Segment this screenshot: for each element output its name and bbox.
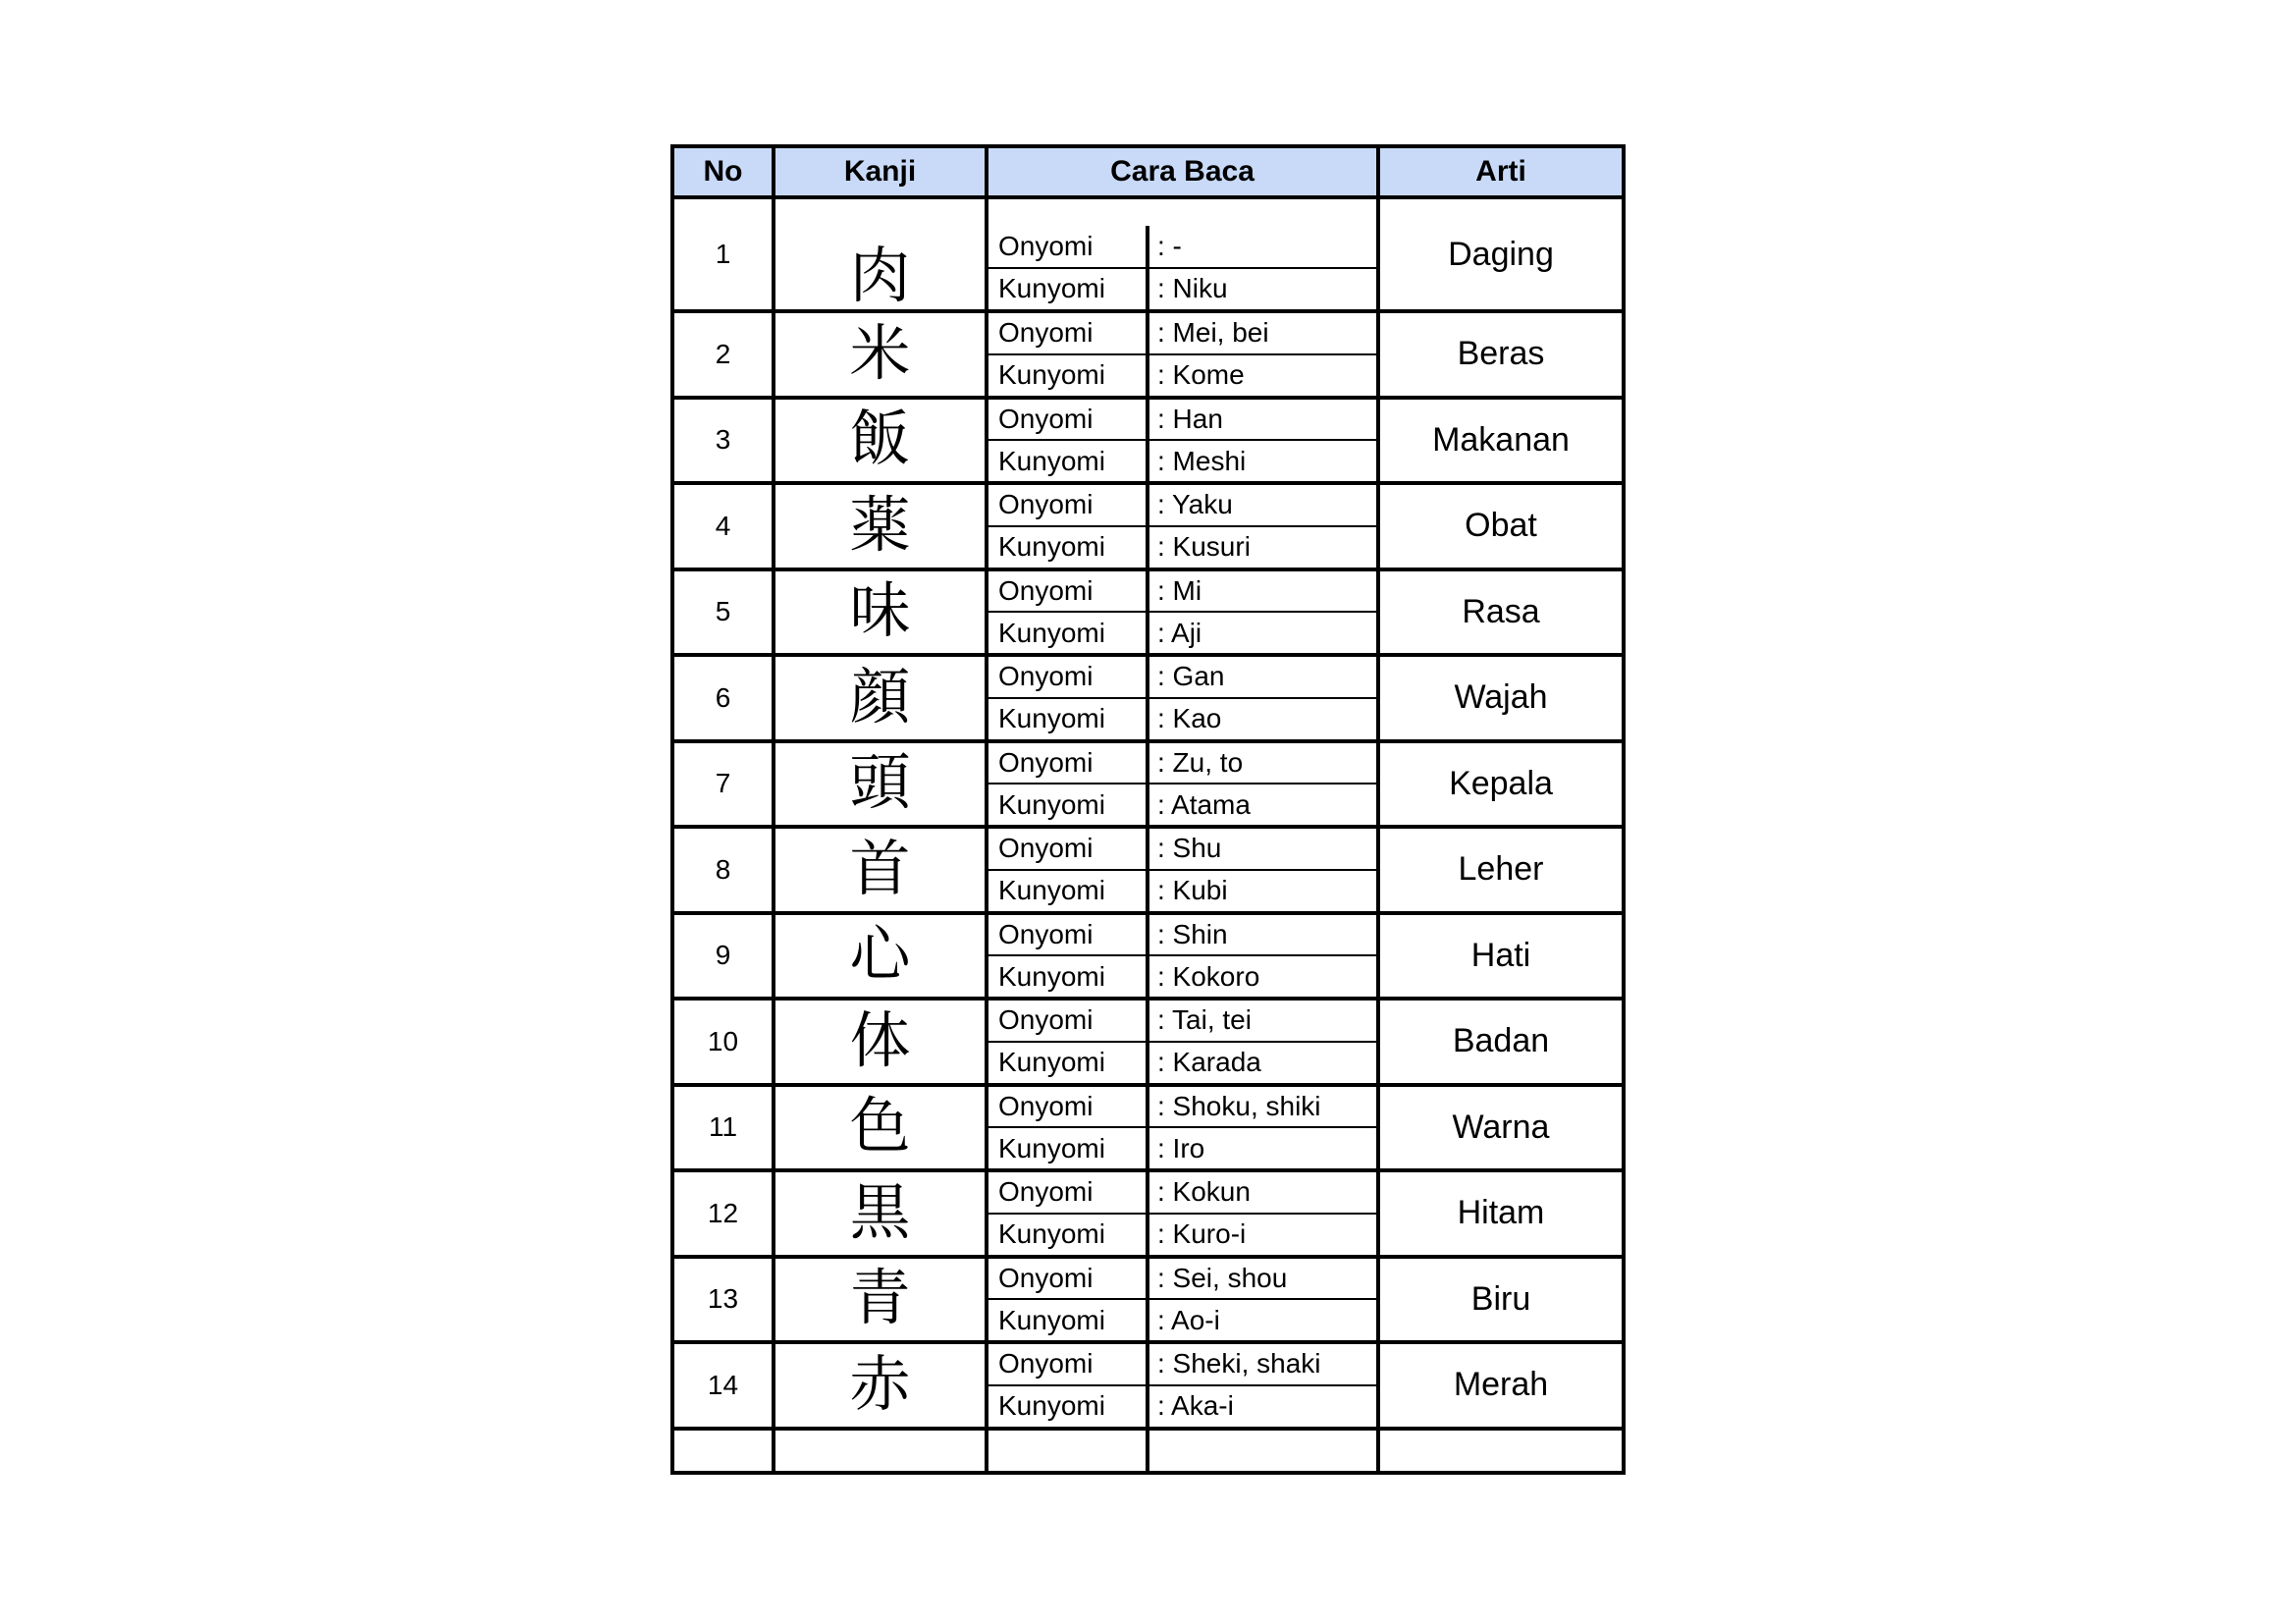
onyomi-value-cell [1149, 1172, 1376, 1213]
arti-text: Beras [1457, 335, 1545, 373]
kunyomi-value-cell [1149, 1128, 1376, 1168]
kunyomi-value: : Aka-i [1157, 1390, 1234, 1422]
table-row [674, 911, 1622, 998]
kunyomi-value: : Kokoro [1157, 960, 1260, 992]
kunyomi-value: : Kao [1157, 703, 1222, 734]
kunyomi-value-cell [1149, 269, 1376, 310]
onyomi-subrow [988, 743, 1376, 784]
row-number: 11 [708, 1111, 738, 1143]
onyomi-label: Onyomi [998, 1348, 1094, 1380]
onyomi-value: : Han [1157, 403, 1223, 434]
header-cell-no [674, 148, 775, 195]
onyomi-value: : Shin [1157, 918, 1228, 949]
onyomi-value: : Shoku, shiki [1157, 1090, 1321, 1121]
kanji-character: 首 [849, 835, 911, 903]
arti-cell [1380, 829, 1622, 911]
onyomi-value-cell [1149, 1087, 1376, 1127]
onyomi-label: Onyomi [998, 403, 1094, 434]
row-number: 2 [715, 338, 731, 369]
onyomi-value: : Yaku [1157, 489, 1233, 520]
kunyomi-subrow [988, 525, 1376, 568]
empty-cell-reading-value [1149, 1431, 1376, 1471]
kunyomi-label: Kunyomi [998, 359, 1105, 391]
row-number-cell [674, 1259, 775, 1341]
kanji-character: 薬 [849, 491, 911, 560]
arti-text: Hitam [1457, 1194, 1545, 1232]
kunyomi-subrow [988, 1298, 1376, 1340]
table-row [674, 481, 1622, 568]
onyomi-value: : Tai, tei [1157, 1004, 1252, 1036]
kanji-character: 青 [849, 1265, 911, 1333]
onyomi-subrow [988, 400, 1376, 440]
onyomi-value: : Mei, bei [1157, 317, 1269, 349]
kanji-cell [775, 571, 988, 654]
kunyomi-value: : Atama [1157, 788, 1251, 820]
row-number: 9 [715, 940, 731, 971]
arti-text: Badan [1452, 1022, 1550, 1060]
onyomi-value: : Sheki, shaki [1157, 1348, 1321, 1380]
empty-cell-cara-baca [988, 1431, 1380, 1471]
cara-baca-cell [988, 400, 1380, 482]
kunyomi-value-cell [1149, 527, 1376, 568]
onyomi-label-cell [988, 400, 1149, 440]
table-body [674, 195, 1622, 1427]
onyomi-label-cell [988, 1172, 1149, 1213]
empty-cell-kanji [775, 1431, 988, 1471]
table-row [674, 653, 1622, 739]
table-row [674, 195, 1622, 309]
kunyomi-label: Kunyomi [998, 1304, 1105, 1335]
kunyomi-subrow [988, 869, 1376, 911]
kunyomi-subrow [988, 954, 1376, 997]
kanji-cell [775, 485, 988, 568]
onyomi-subrow [988, 313, 1376, 353]
kunyomi-subrow [988, 783, 1376, 825]
arti-cell [1380, 657, 1622, 739]
table-row [674, 568, 1622, 654]
kunyomi-label-cell [988, 1386, 1149, 1427]
onyomi-label-cell [988, 1087, 1149, 1127]
kunyomi-value: : Meshi [1157, 445, 1247, 476]
onyomi-subrow [988, 829, 1376, 869]
onyomi-label: Onyomi [998, 317, 1094, 349]
row-number-cell [674, 199, 775, 309]
onyomi-value-cell [1149, 313, 1376, 353]
kanji-character: 体 [849, 1006, 911, 1075]
cara-baca-cell [988, 199, 1380, 309]
arti-cell [1380, 400, 1622, 482]
kunyomi-subrow [988, 1041, 1376, 1083]
kunyomi-label: Kunyomi [998, 1047, 1105, 1078]
onyomi-label-cell [988, 743, 1149, 784]
onyomi-label-cell [988, 829, 1149, 869]
empty-row [674, 1427, 1622, 1471]
onyomi-label: Onyomi [998, 661, 1094, 692]
header-label-no: No [703, 155, 743, 188]
kunyomi-value: : Kusuri [1157, 531, 1251, 563]
header-cell-cara-baca [988, 148, 1380, 195]
onyomi-value: : - [1157, 230, 1182, 261]
empty-cell-reading-label [988, 1431, 1149, 1471]
table-row [674, 1255, 1622, 1341]
row-number: 13 [707, 1283, 739, 1315]
onyomi-label: Onyomi [998, 1090, 1094, 1121]
kunyomi-label: Kunyomi [998, 960, 1105, 992]
kunyomi-label-cell [988, 1300, 1149, 1340]
arti-cell [1380, 1259, 1622, 1341]
kanji-character: 飯 [849, 406, 911, 474]
onyomi-label-cell [988, 657, 1149, 697]
cara-baca-cell [988, 485, 1380, 568]
onyomi-subrow [988, 915, 1376, 955]
onyomi-value: : Mi [1157, 574, 1202, 606]
arti-cell [1380, 1087, 1622, 1169]
row-number-cell [674, 485, 775, 568]
arti-cell [1380, 313, 1622, 396]
kunyomi-label-cell [988, 871, 1149, 911]
kanji-character: 赤 [849, 1350, 911, 1419]
kunyomi-value: : Niku [1157, 273, 1228, 304]
kunyomi-label-cell [988, 1043, 1149, 1083]
onyomi-label-cell [988, 485, 1149, 525]
kunyomi-value-cell [1149, 699, 1376, 739]
kunyomi-label: Kunyomi [998, 788, 1105, 820]
kunyomi-value-cell [1149, 956, 1376, 997]
kanji-character: 頭 [849, 749, 911, 818]
arti-text: Rasa [1462, 592, 1540, 630]
kunyomi-value-cell [1149, 441, 1376, 481]
row-number: 10 [707, 1025, 739, 1056]
onyomi-label-cell [988, 1001, 1149, 1041]
onyomi-label: Onyomi [998, 1176, 1094, 1208]
onyomi-label: Onyomi [998, 574, 1094, 606]
row-number: 1 [715, 239, 731, 269]
kunyomi-value: : Ao-i [1157, 1304, 1220, 1335]
arti-cell [1380, 1001, 1622, 1083]
row-number: 14 [707, 1369, 739, 1400]
row-number-cell [674, 1172, 775, 1255]
kunyomi-subrow [988, 439, 1376, 481]
kunyomi-label: Kunyomi [998, 445, 1105, 476]
kunyomi-value-cell [1149, 613, 1376, 653]
kanji-character: 心 [849, 921, 911, 990]
onyomi-value: : Gan [1157, 661, 1225, 692]
arti-text: Daging [1448, 235, 1554, 273]
kanji-cell [775, 1344, 988, 1427]
row-number-cell [674, 829, 775, 911]
table-row [674, 739, 1622, 826]
table-row [674, 1083, 1622, 1169]
onyomi-subrow [988, 657, 1376, 697]
kunyomi-value-cell [1149, 1215, 1376, 1255]
header-label-kanji: Kanji [843, 155, 917, 188]
arti-cell [1380, 1344, 1622, 1427]
kunyomi-label: Kunyomi [998, 617, 1105, 648]
onyomi-subrow [988, 1259, 1376, 1299]
kunyomi-label-cell [988, 1128, 1149, 1168]
header-cell-arti [1380, 148, 1622, 195]
kunyomi-subrow [988, 353, 1376, 396]
kanji-cell [775, 1087, 988, 1169]
kunyomi-value-cell [1149, 784, 1376, 825]
onyomi-label-cell [988, 1259, 1149, 1299]
kunyomi-value: : Karada [1157, 1047, 1261, 1078]
row-number-cell [674, 313, 775, 396]
onyomi-value-cell [1149, 1259, 1376, 1299]
kanji-character: 色 [849, 1093, 911, 1162]
kanji-table [670, 144, 1626, 1475]
row-number: 12 [707, 1197, 739, 1228]
row-number-cell [674, 915, 775, 998]
kunyomi-label: Kunyomi [998, 1218, 1105, 1250]
kanji-cell [775, 743, 988, 826]
header-label-cara-baca: Cara Baca [1110, 155, 1255, 188]
kunyomi-label-cell [988, 784, 1149, 825]
kanji-character: 顔 [849, 663, 911, 731]
row-number: 5 [715, 596, 731, 627]
kunyomi-value-cell [1149, 1300, 1376, 1340]
kanji-character: 米 [849, 319, 911, 388]
table-row [674, 309, 1622, 396]
kanji-cell [775, 1172, 988, 1255]
table-row [674, 1168, 1622, 1255]
kunyomi-value: : Kuro-i [1157, 1218, 1247, 1250]
table-row [674, 1340, 1622, 1427]
cara-baca-cell [988, 1172, 1380, 1255]
kunyomi-subrow [988, 1384, 1376, 1427]
onyomi-label: Onyomi [998, 918, 1094, 949]
kunyomi-subrow [988, 697, 1376, 739]
cara-baca-cell [988, 743, 1380, 826]
onyomi-label: Onyomi [998, 1262, 1094, 1293]
onyomi-label-cell [988, 915, 1149, 955]
cara-baca-cell [988, 1259, 1380, 1341]
arti-cell [1380, 743, 1622, 826]
cara-baca-cell [988, 915, 1380, 998]
onyomi-subrow [988, 1001, 1376, 1041]
row-number: 8 [715, 853, 731, 885]
onyomi-label-cell [988, 1344, 1149, 1384]
arti-text: Obat [1465, 507, 1537, 545]
kunyomi-label-cell [988, 1215, 1149, 1255]
kunyomi-label-cell [988, 699, 1149, 739]
arti-text: Makanan [1432, 420, 1570, 459]
header-label-arti: Arti [1475, 155, 1526, 188]
arti-text: Wajah [1454, 678, 1548, 717]
arti-text: Kepala [1449, 764, 1553, 802]
onyomi-subrow [988, 1172, 1376, 1213]
row-number-cell [674, 657, 775, 739]
table-row [674, 396, 1622, 482]
kunyomi-label: Kunyomi [998, 273, 1105, 304]
kanji-cell [775, 1001, 988, 1083]
kunyomi-subrow [988, 1126, 1376, 1168]
onyomi-subrow [988, 226, 1376, 267]
onyomi-value: : Shu [1157, 833, 1222, 864]
kunyomi-label: Kunyomi [998, 875, 1105, 906]
onyomi-label-cell [988, 571, 1149, 612]
kunyomi-label: Kunyomi [998, 1132, 1105, 1163]
onyomi-value-cell [1149, 657, 1376, 697]
kunyomi-value: : Iro [1157, 1132, 1205, 1163]
row-number-cell [674, 571, 775, 654]
table-row [674, 825, 1622, 911]
kanji-cell [775, 400, 988, 482]
kunyomi-subrow [988, 611, 1376, 653]
kanji-cell [775, 313, 988, 396]
row-number-cell [674, 400, 775, 482]
onyomi-subrow [988, 1344, 1376, 1384]
kanji-cell [775, 1259, 988, 1341]
kunyomi-label-cell [988, 441, 1149, 481]
kanji-cell [775, 199, 988, 309]
cara-baca-cell [988, 829, 1380, 911]
arti-text: Hati [1470, 936, 1531, 974]
onyomi-value: : Zu, to [1157, 746, 1244, 778]
onyomi-value-cell [1149, 571, 1376, 612]
onyomi-subrow [988, 571, 1376, 612]
kunyomi-value: : Kome [1157, 359, 1245, 391]
onyomi-subrow [988, 1087, 1376, 1127]
cara-baca-cell [988, 1001, 1380, 1083]
row-number-cell [674, 1344, 775, 1427]
kunyomi-label: Kunyomi [998, 703, 1105, 734]
kanji-cell [775, 829, 988, 911]
cara-baca-spacer [988, 199, 1376, 226]
arti-text: Warna [1452, 1108, 1550, 1146]
onyomi-label: Onyomi [998, 833, 1094, 864]
row-number: 4 [715, 510, 731, 541]
onyomi-value-cell [1149, 485, 1376, 525]
cara-baca-cell [988, 1087, 1380, 1169]
arti-cell [1380, 1172, 1622, 1255]
kunyomi-label: Kunyomi [998, 1390, 1105, 1422]
kunyomi-label-cell [988, 355, 1149, 396]
row-number-cell [674, 1001, 775, 1083]
onyomi-value-cell [1149, 400, 1376, 440]
onyomi-subrow [988, 485, 1376, 525]
cara-baca-cell [988, 313, 1380, 396]
onyomi-value: : Sei, shou [1157, 1262, 1288, 1293]
kunyomi-value: : Kubi [1157, 875, 1228, 906]
row-number: 6 [715, 681, 731, 713]
row-number-cell [674, 743, 775, 826]
cara-baca-cell [988, 1344, 1380, 1427]
row-number: 3 [715, 424, 731, 456]
kanji-character: 肉 [849, 243, 911, 310]
empty-cell-no [674, 1431, 775, 1471]
empty-cell-arti [1380, 1431, 1622, 1471]
row-number-cell [674, 1087, 775, 1169]
row-number: 7 [715, 768, 731, 799]
kunyomi-value-cell [1149, 871, 1376, 911]
arti-text: Leher [1458, 850, 1544, 889]
onyomi-value: : Kokun [1157, 1176, 1251, 1208]
kunyomi-label-cell [988, 956, 1149, 997]
onyomi-value-cell [1149, 226, 1376, 267]
kunyomi-subrow [988, 1213, 1376, 1255]
onyomi-label-cell [988, 226, 1149, 267]
kunyomi-value: : Aji [1157, 617, 1202, 648]
arti-cell [1380, 485, 1622, 568]
onyomi-value-cell [1149, 743, 1376, 784]
cara-baca-cell [988, 571, 1380, 654]
header-cell-kanji [775, 148, 988, 195]
kanji-cell [775, 915, 988, 998]
arti-cell [1380, 571, 1622, 654]
arti-cell [1380, 199, 1622, 309]
onyomi-label-cell [988, 313, 1149, 353]
onyomi-value-cell [1149, 1001, 1376, 1041]
arti-text: Merah [1453, 1366, 1549, 1404]
onyomi-label: Onyomi [998, 489, 1094, 520]
table-row [674, 997, 1622, 1083]
kunyomi-label: Kunyomi [998, 531, 1105, 563]
header-row [674, 148, 1622, 195]
kunyomi-label-cell [988, 527, 1149, 568]
kunyomi-label-cell [988, 269, 1149, 310]
cara-baca-cell [988, 657, 1380, 739]
kunyomi-subrow [988, 267, 1376, 310]
kunyomi-value-cell [1149, 355, 1376, 396]
kanji-cell [775, 657, 988, 739]
arti-cell [1380, 915, 1622, 998]
arti-text: Biru [1470, 1279, 1531, 1318]
kanji-character: 味 [849, 577, 911, 646]
onyomi-label: Onyomi [998, 746, 1094, 778]
kanji-character: 黒 [849, 1178, 911, 1247]
kunyomi-value-cell [1149, 1043, 1376, 1083]
onyomi-value-cell [1149, 1344, 1376, 1384]
onyomi-value-cell [1149, 915, 1376, 955]
onyomi-label: Onyomi [998, 1004, 1094, 1036]
kunyomi-label-cell [988, 613, 1149, 653]
kunyomi-value-cell [1149, 1386, 1376, 1427]
onyomi-label: Onyomi [998, 230, 1094, 261]
onyomi-value-cell [1149, 829, 1376, 869]
